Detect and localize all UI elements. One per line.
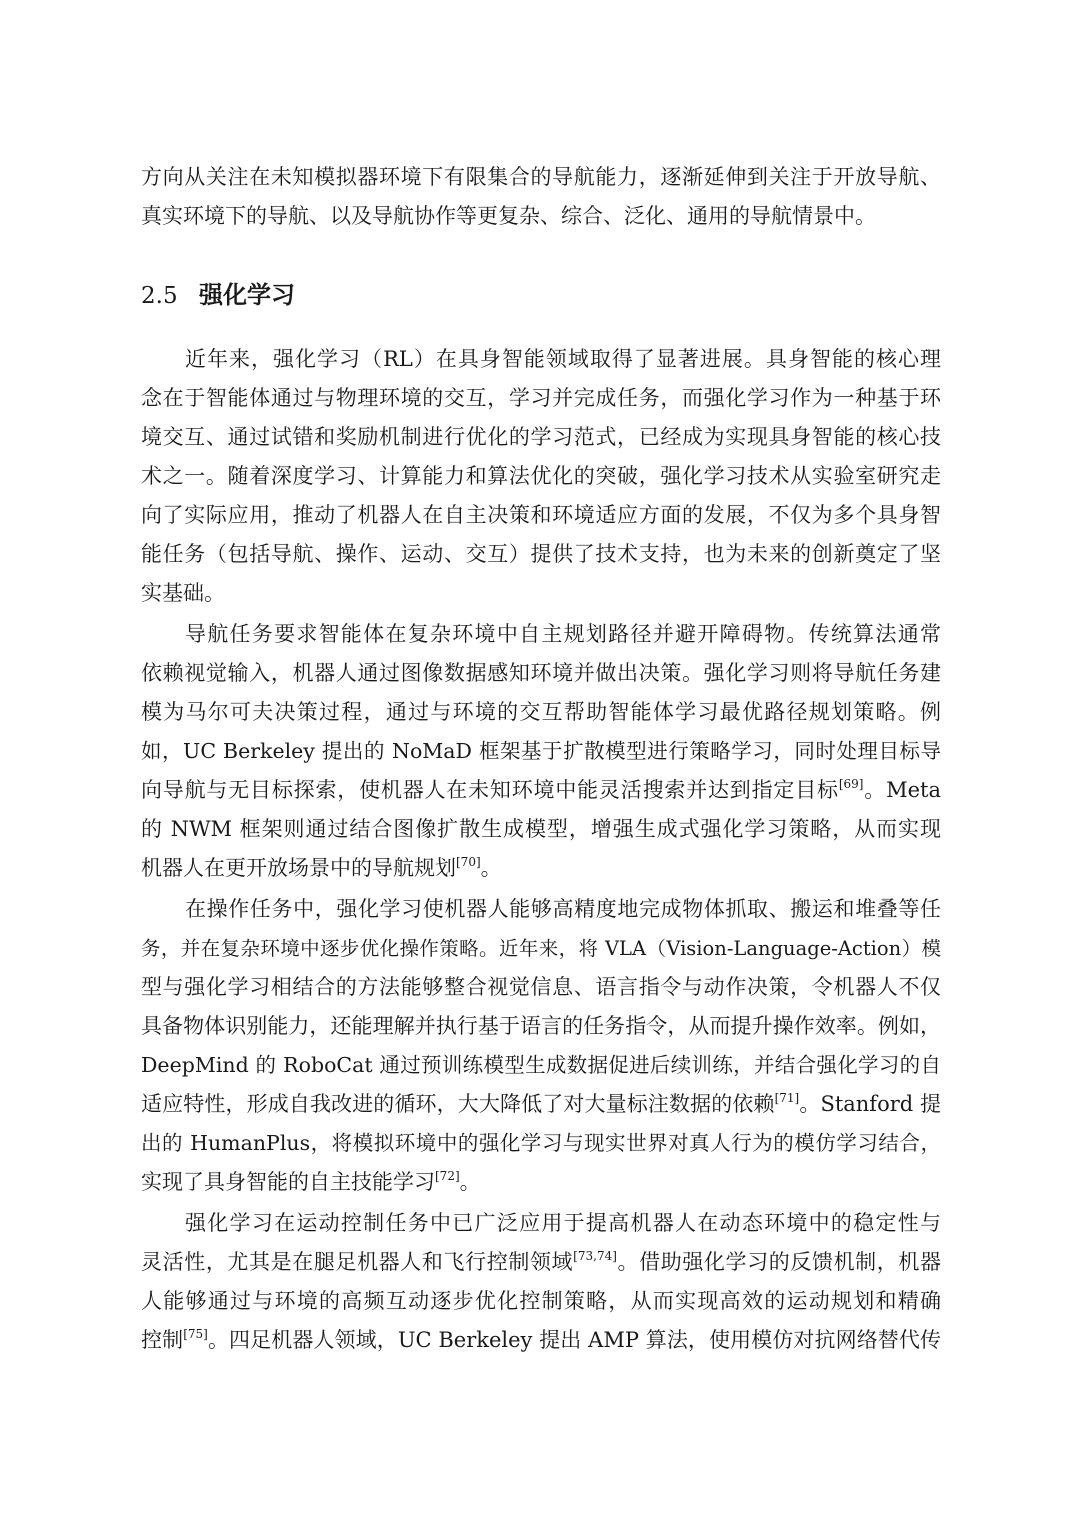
text-line: 能任务（包括导航、操作、运动、交互）提供了技术支持，也为未来的创新奠定了坚 [141, 542, 941, 566]
text-line: 导航任务要求智能体在复杂环境中自主规划路径并避开障碍物。传统算法通常 [185, 622, 941, 646]
text-line: 依赖视觉输入，机器人通过图像数据感知环境并做出决策。强化学习则将导航任务建 [141, 661, 941, 685]
text-segment: 。Meta [863, 778, 941, 802]
paragraph-manipulation [141, 890, 941, 1202]
text-line: 如，UC Berkeley 提出的 NoMaD 框架基于扩散模型进行策略学习，同时处理目标导 [141, 739, 941, 763]
citation: [71] [774, 1091, 800, 1105]
text-segment: 实现了具身智能的自主技能学习 [141, 1170, 435, 1194]
section-number: 2.5 [141, 283, 178, 309]
text-line: 模为马尔可夫决策过程，通过与环境的交互帮助智能体学习最优路径规划策略。例 [141, 700, 941, 724]
citation: [73,74] [573, 1249, 617, 1263]
text-line: 具备物体识别能力，还能理解并执行基于语言的任务指令，从而提升操作效率。例如， [141, 1014, 941, 1038]
text-line: 人能够通过与环境的高频互动逐步优化控制策略，从而实现高效的运动规划和精确 [141, 1289, 941, 1313]
text-segment: 。四足机器人领域，UC Berkeley 提出 AMP 算法，使用模仿对抗网络替代传 [207, 1328, 941, 1352]
section-title: 强化学习 [199, 281, 295, 309]
text-line: 实基础。 [141, 581, 225, 605]
text-segment: 。Stanford 提 [799, 1092, 941, 1116]
citation: [70] [456, 855, 481, 869]
text-segment: 。借助强化学习的反馈机制，机器 [616, 1250, 941, 1274]
text-line [141, 771, 941, 810]
text-segment: 控制 [141, 1328, 184, 1352]
text-segment: 机器人在更开放场景中的导航规划 [141, 856, 456, 880]
text-segment: 。 [459, 1170, 481, 1194]
text-segment: 向导航与无目标探索，使机器人在未知环境中能灵活搜索并达到指定目标 [141, 778, 839, 802]
text-line: 真实环境下的导航、以及导航协作等更复杂、综合、泛化、通用的导航情景中。 [141, 204, 876, 228]
text-segment: 适应特性，形成自我改进的循环，大大降低了对大量标注数据的依赖 [141, 1092, 775, 1116]
text-line [141, 1243, 941, 1282]
paragraph-rl-overview [141, 340, 941, 613]
text-line: 念在于智能体通过与物理环境的交互，学习并完成任务，而强化学习作为一种基于环 [141, 386, 941, 410]
text-line: 向了实际应用，推动了机器人在自主决策和环境适应方面的发展，不仅为多个具身智 [141, 503, 941, 527]
citation: [75] [183, 1327, 208, 1341]
text-segment: 灵活性，尤其是在腿足机器人和飞行控制领域 [141, 1250, 574, 1274]
paragraph-locomotion [141, 1204, 941, 1360]
text-line: DeepMind 的 RoboCat 通过预训练模型生成数据促进后续训练，并结合强化学习的自 [141, 1053, 941, 1077]
paragraph-navigation [141, 615, 941, 888]
text-line [141, 1163, 941, 1202]
text-line: 方向从关注在未知模拟器环境下有限集合的导航能力，逐渐延伸到关注于开放导航、 [141, 165, 941, 189]
text-line [141, 1321, 941, 1360]
text-line: 出的 HumanPlus，将模拟环境中的强化学习与现实世界对真人行为的模仿学习结合， [141, 1131, 941, 1155]
text-line [141, 1085, 941, 1124]
text-line: 术之一。随着深度学习、计算能力和算法优化的突破，强化学习技术从实验室研究走 [141, 464, 941, 488]
section-heading [141, 275, 295, 315]
text-segment: 。 [480, 856, 502, 880]
citation: [69] [838, 777, 864, 791]
intro-paragraph [141, 158, 941, 236]
text-line [141, 849, 941, 888]
text-line: 在操作任务中，强化学习使机器人能够高精度地完成物体抓取、搬运和堆叠等任 [185, 897, 941, 921]
text-line: 务，并在复杂环境中逐步优化操作策略。近年来，将 VLA（Vision-Language-Action）模 [141, 937, 941, 960]
text-line: 境交互、通过试错和奖励机制进行优化的学习范式，已经成为实现具身智能的核心技 [141, 425, 941, 449]
text-line: 强化学习在运动控制任务中已广泛应用于提高机器人在动态环境中的稳定性与 [185, 1211, 941, 1235]
section-body [141, 340, 941, 1360]
text-line: 的 NWM 框架则通过结合图像扩散生成模型，增强生成式强化学习策略，从而实现 [141, 817, 941, 841]
text-line: 近年来，强化学习（RL）在具身智能领域取得了显著进展。具身智能的核心理 [185, 347, 941, 371]
text-line: 型与强化学习相结合的方法能够整合视觉信息、语言指令与动作决策，令机器人不仅 [141, 975, 941, 999]
citation: [72] [435, 1169, 460, 1183]
